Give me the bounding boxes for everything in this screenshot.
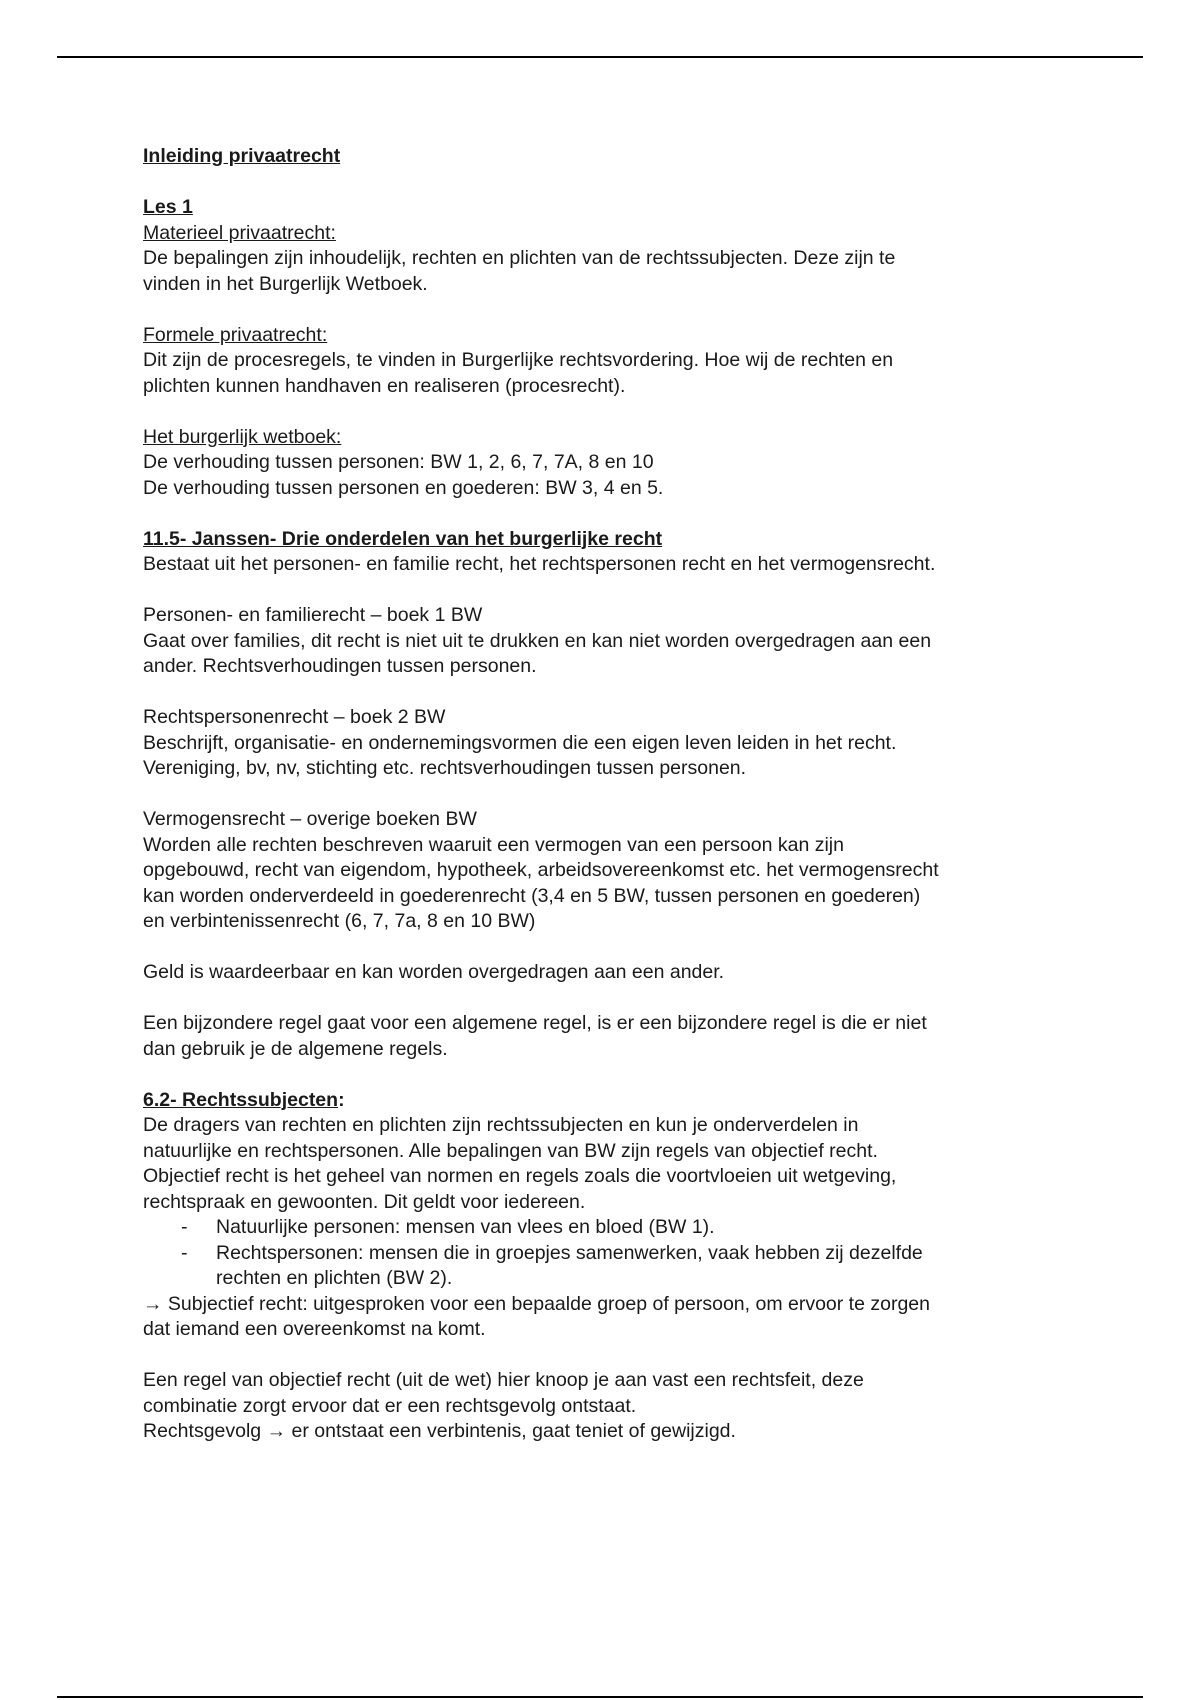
regel-line-2: combinatie zorgt ervoor dat er een rechtsgevolg ontstaat.: [143, 1394, 637, 1417]
wetboek-heading: Het burgerlijk wetboek:: [143, 425, 342, 448]
wetboek-line-1: De verhouding tussen personen: BW 1, 2, 6, 7, 7A, 8 en 10: [143, 451, 654, 473]
vermogens-line-2: opgebouwd, recht van eigendom, hypotheek, arbeidsovereenkomst etc. het vermogensrecht: [143, 859, 939, 881]
rechtssubjecten-line-4: rechtspraak en gewoonten. Dit geldt voor iedereen.: [143, 1190, 586, 1213]
rechtspersonen-heading: Rechtspersonenrecht – boek 2 BW: [143, 706, 446, 728]
lesson-heading: Les 1: [143, 196, 193, 218]
arrow-icon: →: [266, 1420, 287, 1442]
materieel-line-2: vinden in het Burgerlijk Wetboek.: [143, 272, 428, 295]
list-item: [143, 1241, 1063, 1292]
rechtssubjecten-heading: 6.2- Rechtssubjecten: [143, 1088, 339, 1111]
personen-line-2: ander. Rechtsverhoudingen tussen personen.: [143, 655, 537, 677]
vermogens-line-1: Worden alle rechten beschreven waaruit een vermogen van een persoon kan zijn: [143, 833, 844, 856]
bullet-1-line-1: Natuurlijke personen: mensen van vlees en bloed (BW 1).: [216, 1216, 715, 1238]
subjectief-text: Subjectief recht: uitgesproken voor een bepaalde groep of persoon, om ervoor te zorgen: [162, 1292, 930, 1315]
rechtssubjecten-line-3: Objectief recht is het geheel van normen en regels zoals die voortvloeien uit wetgeving,: [143, 1165, 897, 1187]
regel-line-1: Een regel van objectief recht (uit de wet) hier knoop je aan vast een rechtsfeit, deze: [143, 1369, 864, 1391]
janssen-heading: 11.5- Janssen- Drie onderdelen van het burgerlijke recht: [143, 527, 663, 550]
bijzonder-line-1: Een bijzondere regel gaat voor een algemene regel, is er een bijzondere regel is die er niet: [143, 1012, 927, 1034]
document-title: Inleiding privaatrecht: [143, 145, 341, 167]
materieel-heading: Materieel privaatrecht:: [143, 221, 336, 244]
rechtssubjecten-line-1: De dragers van rechten en plichten zijn rechtssubjecten en kun je onderverdelen in: [143, 1114, 859, 1136]
header-rule: [57, 56, 1143, 58]
rechtsgevolg-text: er ontstaat een verbintenis, gaat teniet of gewijzigd.: [286, 1420, 736, 1442]
document-body: [143, 144, 1063, 1445]
wetboek-line-2: De verhouding tussen personen en goederen: BW 3, 4 en 5.: [143, 476, 664, 499]
bullet-dash: -: [181, 1241, 188, 1264]
janssen-line: Bestaat uit het personen- en familie recht, het rechtspersonen recht en het vermogensrecht.: [143, 553, 936, 575]
bullet-2-line-1: Rechtspersonen: mensen die in groepjes samenwerken, vaak hebben zij dezelfde: [216, 1241, 923, 1264]
personen-heading: Personen- en familierecht – boek 1 BW: [143, 604, 483, 626]
rechtssubjecten-list: [143, 1215, 1063, 1292]
materieel-line-1: De bepalingen zijn inhoudelijk, rechten en plichten van de rechtssubjecten. Deze zijn te: [143, 247, 896, 269]
rechtssubjecten-colon: :: [338, 1088, 345, 1111]
list-item: [143, 1215, 1063, 1241]
footer-rule: [57, 1696, 1143, 1698]
bullet-dash: -: [181, 1216, 188, 1238]
formeel-heading: Formele privaatrecht:: [143, 323, 328, 346]
geld-paragraph: Geld is waardeerbaar en kan worden overgedragen aan een ander.: [143, 961, 725, 983]
rechtssubjecten-line-2: natuurlijke en rechtspersonen. Alle bepalingen van BW zijn regels van objectief recht.: [143, 1139, 878, 1162]
formeel-line-1: Dit zijn de procesregels, te vinden in Burgerlijke rechtsvordering. Hoe wij de rechten en: [143, 349, 894, 371]
bijzonder-line-2: dan gebruik je de algemene regels.: [143, 1037, 448, 1060]
subjectief-line-2: dat iemand een overeenkomst na komt.: [143, 1318, 486, 1340]
formeel-line-2: plichten kunnen handhaven en realiseren (procesrecht).: [143, 374, 626, 397]
rechtssubjecten-heading-row: [143, 1088, 1063, 1114]
vermogens-line-3: kan worden onderverdeeld in goederenrecht (3,4 en 5 BW, tussen personen en goederen): [143, 884, 921, 907]
arrow-icon: →: [143, 1292, 163, 1315]
bullet-2-line-2: rechten en plichten (BW 2).: [216, 1267, 453, 1289]
subjectief-line-1: [143, 1292, 1063, 1318]
personen-line-1: Gaat over families, dit recht is niet uit te drukken en kan niet worden overgedragen aan een: [143, 629, 932, 652]
vermogens-heading: Vermogensrecht – overige boeken BW: [143, 808, 477, 830]
vermogens-line-4: en verbintenissenrecht (6, 7, 7a, 8 en 10 BW): [143, 910, 536, 932]
rechtspersonen-line-2: Vereniging, bv, nv, stichting etc. rechtsverhoudingen tussen personen.: [143, 757, 747, 779]
rechtspersonen-line-1: Beschrijft, organisatie- en ondernemingsvormen die een eigen leven leiden in het recht.: [143, 731, 897, 754]
rechtsgevolg-line: [143, 1419, 1063, 1445]
rechtsgevolg-label: Rechtsgevolg: [143, 1420, 267, 1442]
